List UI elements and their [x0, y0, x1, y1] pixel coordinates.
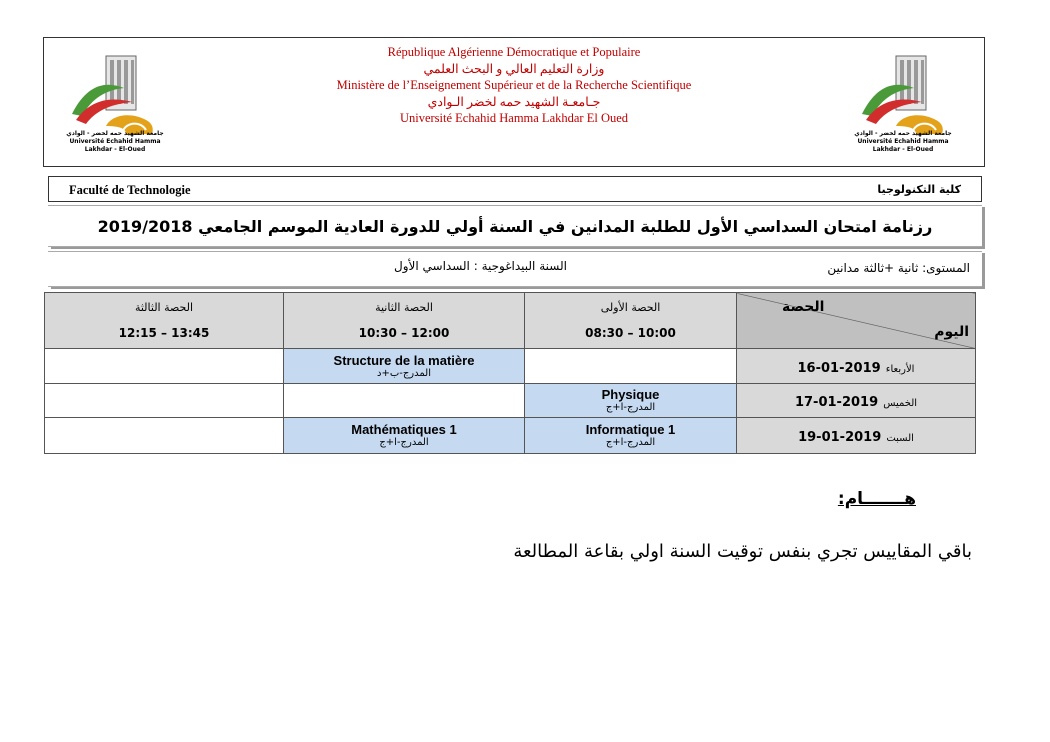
cell-day: الأربعاء 2019-01-16	[737, 349, 976, 384]
important-heading: هـــــــام:	[837, 489, 916, 509]
corner-session-label: الحصة	[782, 299, 825, 315]
cell-session-1: Physique المدرج-ا+ج	[525, 384, 737, 418]
title-bar	[48, 205, 982, 247]
table-row	[45, 418, 976, 454]
level-text: المستوى: ثانية +ثالثة مدانين	[827, 261, 970, 275]
level-bar	[48, 251, 982, 287]
cell-session-2	[284, 384, 525, 418]
header-corner-cell	[737, 293, 976, 349]
cell-day: الخميس 2019-01-17	[737, 384, 976, 418]
cell-session-3	[45, 349, 284, 384]
table-row	[45, 384, 976, 418]
pedagogical-year-text: السنة البيداغوجية : السداسي الأول	[394, 259, 567, 273]
cell-session-1: Informatique 1 المدرج-ا+ج	[525, 418, 737, 454]
header-box	[43, 37, 985, 167]
header-line-republic: République Algérienne Démocratique et Populaire	[387, 45, 641, 59]
header-session-2: الحصة الثانية 10:30 – 12:00	[284, 293, 525, 349]
faculty-bar	[48, 176, 982, 202]
cell-session-1	[525, 349, 737, 384]
exam-schedule-table	[44, 292, 976, 454]
header-line-ministry-fr: Ministère de l’Enseignement Supérieur et de la Recherche Scientifique	[336, 78, 692, 92]
logo-caption-right: جامعة الشهيد حمه لخضر - الوادي Université Echahid Hamma Lakhdar - El-Oued	[854, 130, 952, 153]
header-text-block	[44, 44, 984, 127]
cell-session-3	[45, 418, 284, 454]
page-title: رزنامة امتحان السداسي الأول للطلبة المدانين في السنة أولي للدورة العادية الموسم الجامعي 2019/2018	[97, 217, 933, 236]
faculty-name-ar: كلية التكنولوجيا	[877, 183, 961, 196]
cell-session-3	[45, 384, 284, 418]
table-header-row	[45, 293, 976, 349]
header-line-ministry-ar: وزارة التعليم العالي و البحث العلمي	[423, 61, 605, 76]
cell-session-2: Structure de la matière المدرج-ب+د	[284, 349, 525, 384]
logo-caption-left: جامعة الشهيد حمه لخضر - الوادي Université Echahid Hamma Lakhdar - El-Oued	[66, 130, 164, 153]
faculty-name-fr: Faculté de Technologie	[69, 183, 191, 197]
header-line-university-ar: جـامعـة الشهيد حمه لخضر الـوادي	[427, 94, 601, 109]
header-session-1: الحصة الأولى 08:30 – 10:00	[525, 293, 737, 349]
cell-day: السبت 2019-01-19	[737, 418, 976, 454]
header-line-university-fr: Université Echahid Hamma Lakhdar El Oued	[399, 111, 629, 125]
table-row	[45, 349, 976, 384]
cell-session-2: Mathématiques 1 المدرج-ا+ج	[284, 418, 525, 454]
university-logo-right	[856, 50, 952, 140]
important-note: باقي المقاييس تجري بنفس توقيت السنة اولي بقاعة المطالعة	[513, 541, 972, 562]
corner-day-label: اليوم	[934, 324, 969, 340]
header-session-3: الحصة الثالثة 12:15 – 13:45	[45, 293, 284, 349]
